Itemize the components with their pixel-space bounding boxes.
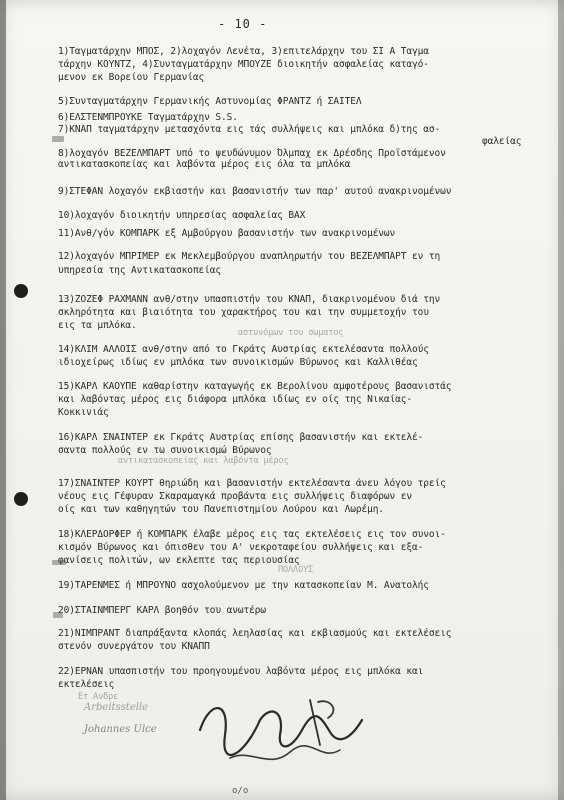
signature-caption: Johannes Ulce xyxy=(84,724,157,735)
text-line: 17)ΣΝΑΙΝΤΕΡ ΚΟΥΡΤ θηριώδη και βασανιστήν εκτελέσαντα άνευ λόγου τρείς xyxy=(58,478,446,489)
text-line: 21)ΝΙΜΠΡΑΝΤ διαπράξαντα κλοπάς λεηλασίας και εκβιασμούς και εκτελέσεις xyxy=(58,628,452,639)
bleed-through-text: αντικατασκοπείας και λαβόντα μέρος xyxy=(118,456,289,466)
text-line: 14)ΚΛΙΜ ΑΛΛΟΙΣ ανθ/στην από το Γκράτς Αυστρίας εκτελέσαντα πολλούς xyxy=(58,344,429,355)
text-line: 22)ΕΡΝΑΝ υπασπιστήν του προηγουμένου λαβόντα μέρος εις μπλόκα και xyxy=(58,666,424,677)
text-line: εις τα μπλόκα. xyxy=(58,320,137,331)
text-line: 9)ΣΤΕΦΑΝ λοχαγόν εκβιαστήν και βασανιστήν των παρ' αυτού ανακρινομένων xyxy=(58,186,452,197)
text-line: Κοκκινιάς xyxy=(58,407,109,418)
handwritten-signature xyxy=(190,690,370,775)
punch-hole-bottom xyxy=(14,492,28,506)
text-line: 18)ΚΛΕΡΔΟΡΦΕΡ ή ΚΟΜΠΑΡΚ έλαβε μέρος εις τας εκτελέσεις εις τον συνοι- xyxy=(58,529,446,540)
text-line: 19)ΤΑΡΕΝΜΕΣ ή ΜΠΡΟΥΝΟ ασχολούμενον με την κατασκοπείαν Μ. Ανατολής xyxy=(58,580,429,591)
text-line: εκτελέσεις xyxy=(58,679,115,690)
bleed-through-text: αστυνόμων του σωματος xyxy=(238,328,344,338)
footer-mark: o/o xyxy=(232,786,249,796)
margin-note: φαλείας xyxy=(482,136,522,147)
text-line: και λαβόντας μέρος εις διάφορα μπλόκα ιδίως εν οίς της Νικαίας- xyxy=(58,394,413,405)
text-line: 16)ΚΑΡΛ ΣΝΑΙΝΤΕΡ εκ Γκράτς Αυστρίας επίσης βασανιστήν και εκτελέ- xyxy=(58,432,424,443)
text-line: 15)ΚΑΡΛ ΚΑΟΥΠΕ καθαρίστην καταγωγής εκ Βερολίνου αμφοτέρους βασανιστάς xyxy=(58,381,452,392)
page-number: - 10 - xyxy=(218,17,268,31)
text-line: 6)ΕΛΣΤΕΝΜΠΡΟΥΚΕ Ταγματάρχην S.S. xyxy=(58,112,238,123)
text-line: τάρχην ΚΟΥΝΤΖ, 4)Συνταγματάρχην ΜΠΟΥΖΕ διοικητήν ασφαλείας καταγό- xyxy=(58,59,429,70)
text-line: οίς και των καθηγητών του Πανεπιστημίου Λούρου και Λωρέμη. xyxy=(58,504,384,515)
text-line: φανίσεις πολιτών, ων εκλεπτε τας περιουσίας xyxy=(58,555,300,566)
text-line: 1)Ταγματάρχην ΜΠΟΣ, 2)λοχαγόν Λενέτα, 3)επιτελάρχην του ΣΙ Α Ταγμα xyxy=(58,46,429,57)
text-line: 8)λοχαγόν ΒΕΖΕΛΜΠΑΡΤ υπό το ψευδώνυμον Όλμπαχ εκ Δρέσδης Προϊστάμενον xyxy=(58,148,446,159)
text-line: σκληρότητα και βιαιότητα του χαρακτήρος του και την συμμετοχήν του xyxy=(58,307,429,318)
text-line: 10)λοχαγόν διοικητήν υπηρεσίας ασφαλείας ΒΑΧ xyxy=(58,210,306,221)
text-line: υπηρεσία της Αντικατασκοπείας xyxy=(58,265,221,276)
text-line: μενον εκ Βορείου Γερμανίας xyxy=(58,72,205,83)
signature-caption: Arbeitsstelle xyxy=(84,702,149,713)
text-line: 11)Ανθ/γόν ΚΟΜΠΑΡΚ εξ Αμβούργου βασανιστήν των ανακρινομένων xyxy=(58,228,396,239)
text-line: 12)λοχαγόν ΜΠΡΙΜΕΡ εκ Μεκλεμβούργου αναπληρωτήν του ΒΕΖΕΛΜΠΑΡΤ εν τη xyxy=(58,251,441,262)
bleed-through-text: Ετ Ανδρε xyxy=(78,692,119,702)
scan-edge-right xyxy=(558,0,564,800)
text-line: 7)ΚΝΑΠ ταγματάρχην μετασχόντα εις τάς συλλήψεις και μπλόκα δ)της ασ- xyxy=(58,124,441,135)
text-line: 5)Συνταγματάρχην Γερμανικής Αστυνομίας ΦΡΑΝΤΖ ή ΣΑΙΤΕΛ xyxy=(58,96,362,107)
text-line: νέους εις Γέφυραν Σκαραμαγκά προβάντα εις συλλήψεις διαφόρων εν xyxy=(58,491,413,502)
text-line: ιδιοχείρως ιδίως εν μπλόκα των συνοικισμών Βύρωνος και Καλλιθέας xyxy=(58,357,418,368)
text-line: 20)ΣΤΑΙΝΜΠΕΡΓ ΚΑΡΛ βοηθόν του ανωτέρω xyxy=(58,605,266,616)
scan-edge-left xyxy=(0,0,6,800)
text-line: 13)ΖΟΖΕΦ ΡΑΧΜΑΝΝ ανθ/στην υπασπιστήν του ΚΝΑΠ, διακρινομένου διά την xyxy=(58,294,441,305)
bleed-through-text: ΠΟΛΛΟΥΣ xyxy=(278,565,314,575)
text-line: στενόν συνεργάτον του ΚΝΑΠΠ xyxy=(58,641,210,652)
text-line: κισμόν Βύρωνος και όπισθεν του Α' νεκροταφείου συλλήψεις και εξα- xyxy=(58,542,424,553)
punch-hole-top xyxy=(14,284,28,298)
text-line: σαντα πολλούς εν τω συνοικισμώ Βύρωνος xyxy=(58,445,272,456)
text-line: αντικατασκοπείας και λαβόντα μέρος εις όλα τα μπλόκα xyxy=(58,159,351,170)
